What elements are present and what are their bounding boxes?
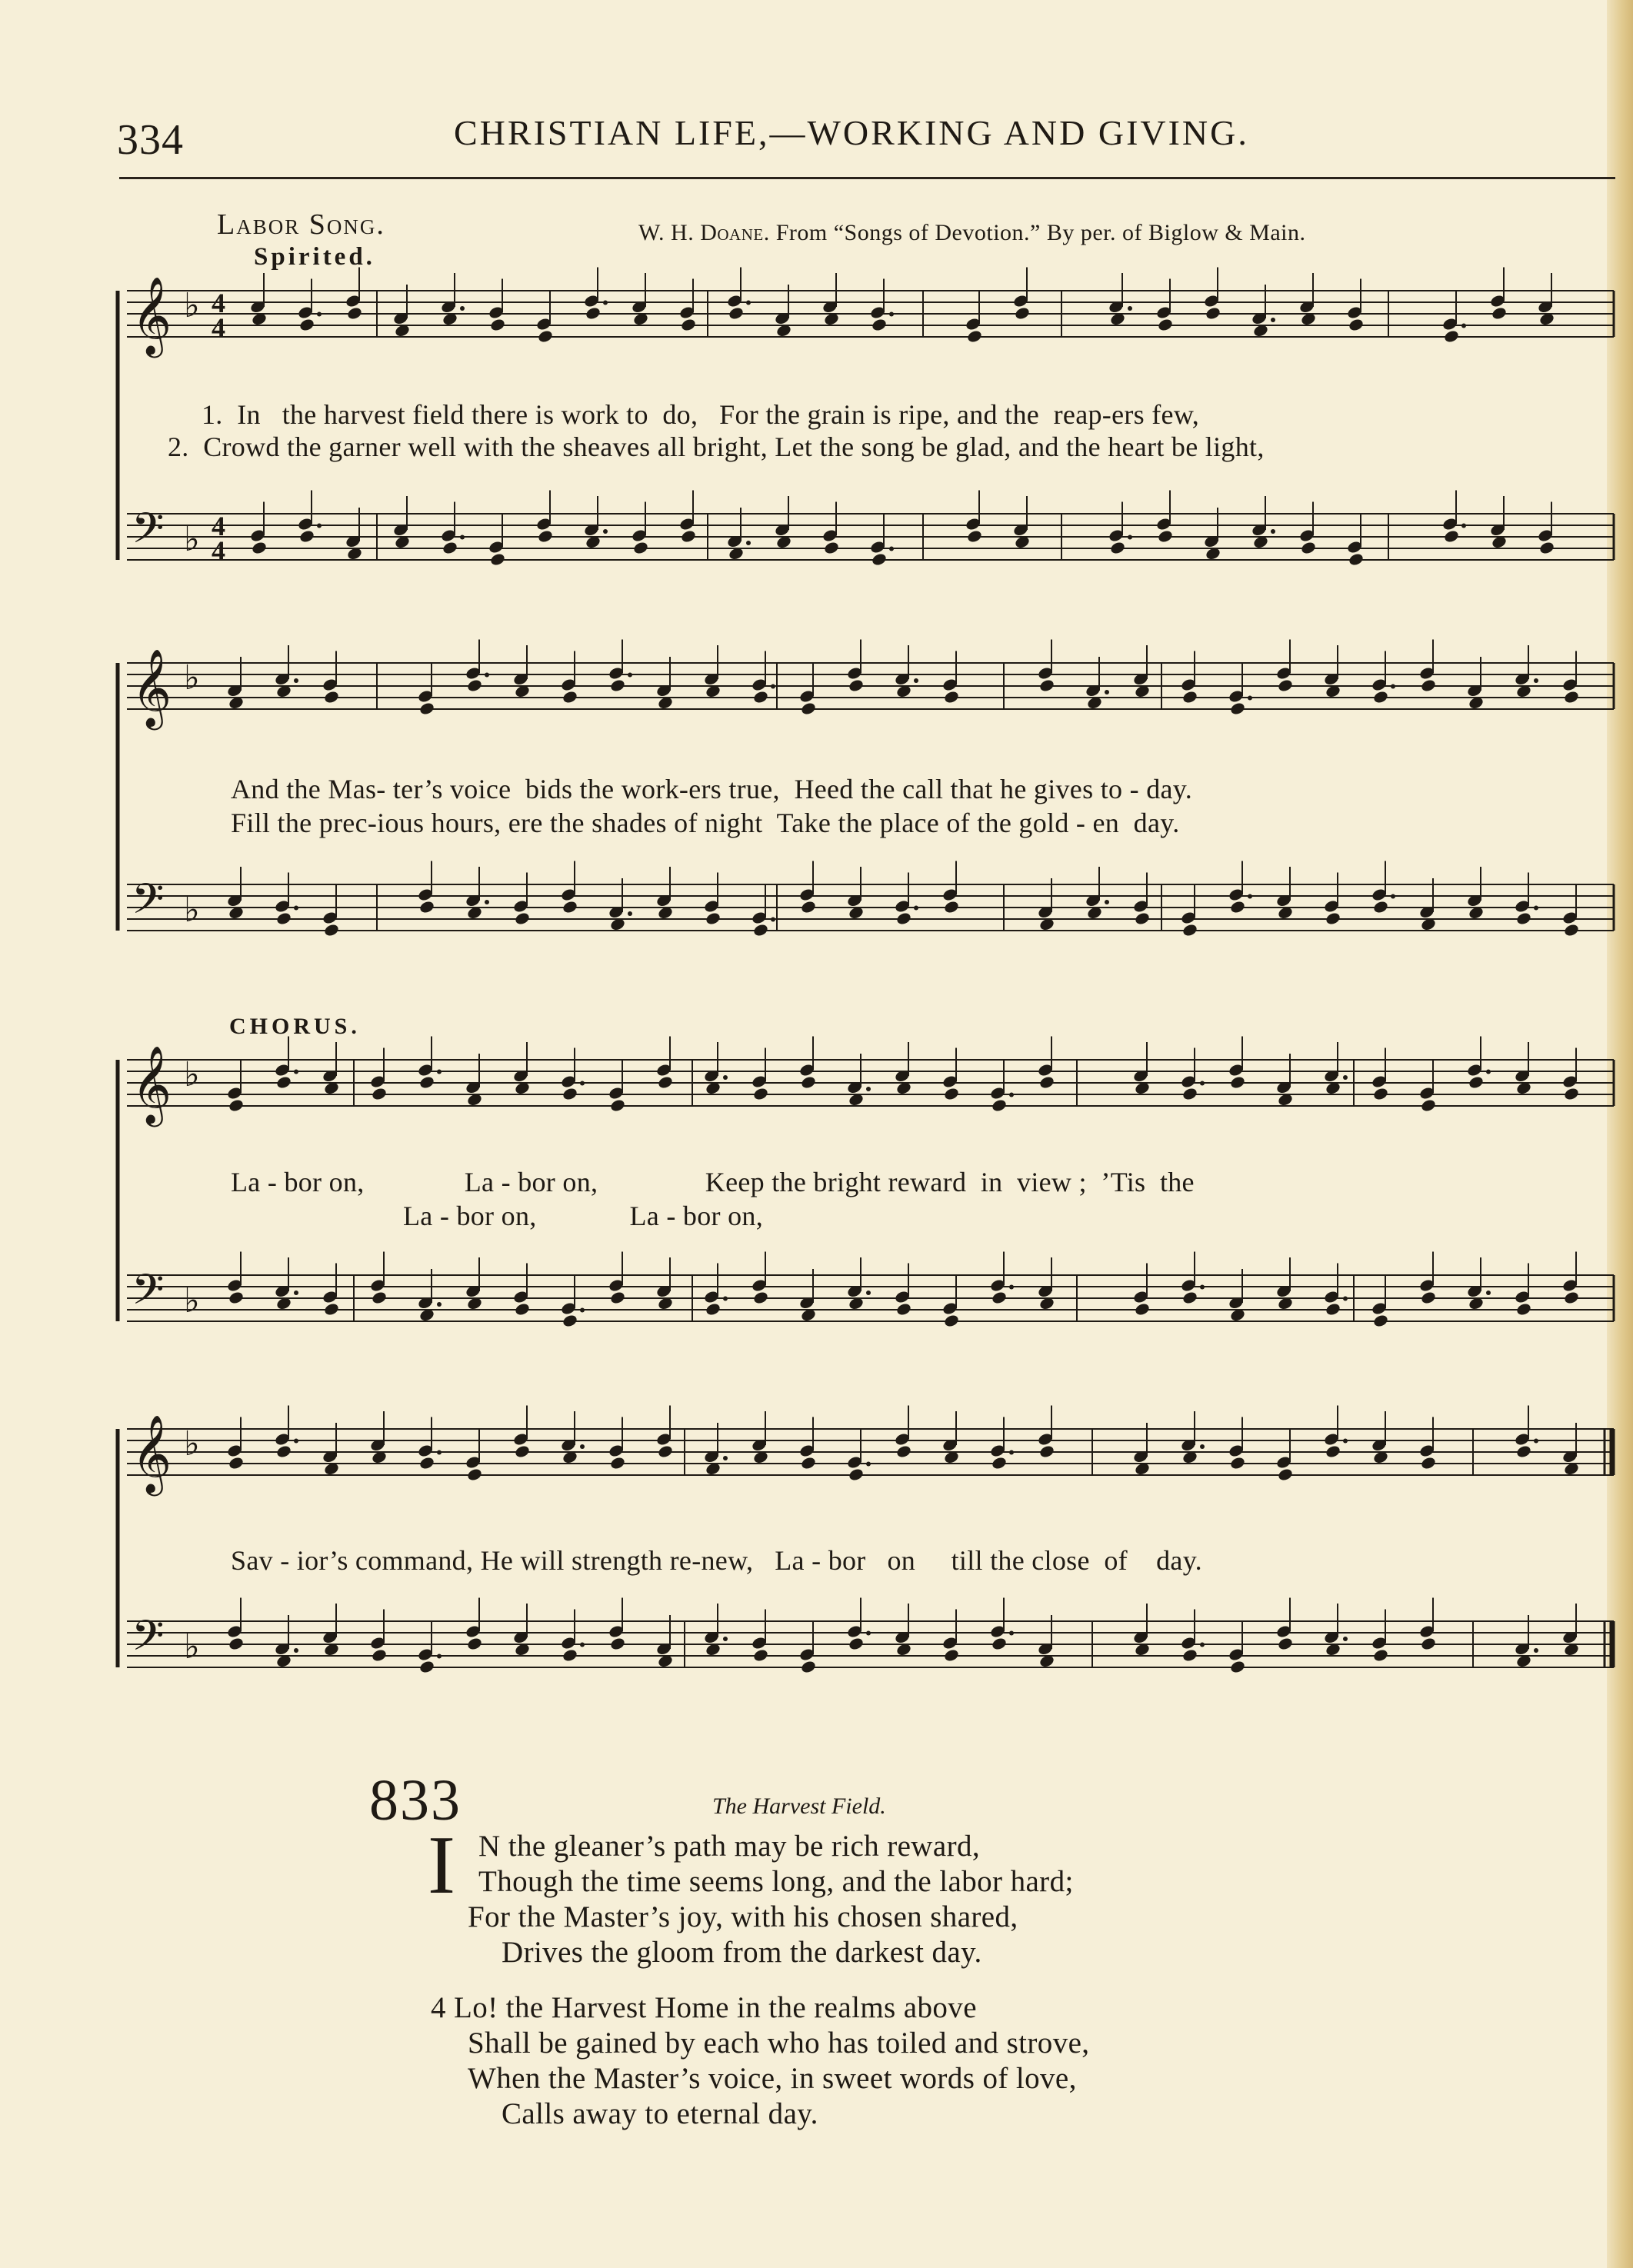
note-head	[1420, 678, 1437, 693]
lyric-line: La - bor on, La - bor on, Keep the bright reward in view ; ’Tis the	[231, 1167, 1195, 1197]
note-head	[1563, 1291, 1580, 1305]
note-head	[871, 318, 888, 332]
note-head	[1229, 1075, 1246, 1090]
note-head	[657, 1444, 674, 1459]
note-head	[680, 529, 697, 544]
note-head	[752, 1648, 769, 1663]
dot	[1248, 894, 1252, 899]
note-head	[943, 690, 960, 704]
note-head	[1038, 1444, 1055, 1459]
note-head	[562, 1314, 578, 1328]
note-head	[895, 911, 912, 926]
note-head	[609, 1456, 626, 1470]
note-head	[228, 1291, 245, 1305]
note-head	[609, 678, 626, 693]
note-head	[1277, 678, 1294, 693]
note-head	[871, 552, 888, 567]
note-head	[1325, 1302, 1341, 1317]
dot	[317, 524, 322, 528]
note-head	[323, 923, 340, 938]
note-head	[442, 541, 458, 555]
note-head	[1563, 923, 1580, 938]
note-head	[418, 1456, 435, 1470]
dot	[294, 906, 298, 911]
dot	[437, 1450, 442, 1455]
dot	[889, 312, 894, 317]
dot	[1534, 1648, 1538, 1653]
note-head	[1468, 1075, 1485, 1090]
dot	[771, 918, 775, 922]
dot	[1343, 1297, 1348, 1301]
note-head	[228, 1456, 245, 1470]
note-head	[371, 1087, 388, 1101]
verse-line: N the gleaner’s path may be rich reward,	[478, 1830, 981, 1863]
note-head	[1325, 1444, 1341, 1459]
flat-sign: ♭	[184, 520, 200, 559]
note-head	[1277, 1467, 1294, 1482]
note-head	[1229, 701, 1246, 716]
dot	[1009, 1450, 1014, 1455]
dot	[1391, 894, 1395, 899]
time-signature: 4	[212, 511, 225, 541]
note-head	[562, 900, 578, 914]
verse-line: Shall be gained by each who has toiled and strove,	[468, 2027, 1090, 2060]
note-head	[585, 306, 602, 321]
note-head	[537, 329, 554, 344]
bass-clef: 𝄢	[132, 504, 165, 563]
note-head	[371, 1648, 388, 1663]
dot	[1271, 529, 1275, 534]
flat-sign: ♭	[184, 286, 200, 325]
dot	[866, 1631, 871, 1636]
note-head	[1563, 690, 1580, 704]
note-head	[514, 1302, 531, 1317]
time-signature: 4	[212, 535, 225, 566]
note-head	[1372, 1648, 1389, 1663]
dot	[746, 301, 751, 305]
note-head	[1134, 911, 1151, 926]
flat-sign: ♭	[184, 658, 200, 698]
dot	[628, 673, 632, 678]
time-signature: 4	[212, 288, 225, 318]
note-head	[1563, 1087, 1580, 1101]
lyric-line: La - bor on, La - bor on,	[403, 1201, 763, 1231]
dot	[485, 900, 489, 904]
dot	[723, 1637, 728, 1641]
dot	[628, 911, 632, 916]
hymn-number: 833	[369, 1768, 462, 1833]
note-head	[609, 1637, 626, 1651]
dot	[294, 678, 298, 683]
note-head	[1538, 541, 1555, 555]
tempo-marking: Spirited.	[254, 243, 375, 271]
note-head	[537, 529, 554, 544]
dot	[1486, 1291, 1491, 1295]
dot	[1009, 1285, 1014, 1290]
dot	[866, 1462, 871, 1467]
lyric-line: 2. Crowd the garner well with the sheaves all bright, Let the song be glad, and the heart be light,	[168, 431, 1265, 462]
note-head	[466, 1637, 483, 1651]
dot	[1128, 535, 1132, 540]
note-head	[848, 678, 865, 693]
note-head	[275, 911, 292, 926]
note-head	[1229, 1660, 1246, 1674]
dot	[1200, 1285, 1205, 1290]
lyric-line: Sav - ior’s command, He will strength re-new, La - bor on till the close of day.	[231, 1545, 1202, 1576]
bass-clef: 𝄢	[132, 1265, 165, 1324]
note-head	[991, 1637, 1008, 1651]
note-head	[275, 1075, 292, 1090]
note-head	[800, 900, 817, 914]
note-head	[1372, 1314, 1389, 1328]
note-head	[1348, 318, 1365, 332]
note-head	[752, 1087, 769, 1101]
dot	[1009, 1093, 1014, 1097]
bass-clef: 𝄢	[132, 1611, 165, 1670]
dot	[771, 684, 775, 689]
note-head	[1325, 911, 1341, 926]
note-head	[562, 690, 578, 704]
note-head	[514, 911, 531, 926]
dot	[1461, 524, 1466, 528]
note-head	[1277, 1637, 1294, 1651]
hymn-title: The Harvest Field.	[712, 1793, 886, 1819]
flat-sign: ♭	[184, 1627, 200, 1667]
note-head	[895, 1302, 912, 1317]
note-head	[943, 900, 960, 914]
note-head	[752, 1291, 769, 1305]
dot	[1343, 1637, 1348, 1641]
page-number: 334	[117, 116, 184, 164]
note-head	[466, 1467, 483, 1482]
dot	[1534, 678, 1538, 683]
note-head	[991, 1291, 1008, 1305]
note-head	[1348, 552, 1365, 567]
dot	[1486, 1070, 1491, 1074]
dot	[914, 678, 918, 683]
dot	[294, 1648, 298, 1653]
note-head	[1229, 900, 1246, 914]
dot	[1534, 906, 1538, 911]
dot	[914, 906, 918, 911]
note-head	[1515, 1444, 1532, 1459]
dot	[1105, 900, 1109, 904]
note-head	[848, 1467, 865, 1482]
note-head	[466, 678, 483, 693]
note-head	[371, 1291, 388, 1305]
time-signature: 4	[212, 312, 225, 343]
note-head	[228, 1637, 245, 1651]
note-head	[848, 1637, 865, 1651]
note-head	[752, 923, 769, 938]
note-head	[1038, 678, 1055, 693]
note-head	[418, 1660, 435, 1674]
dot	[1271, 318, 1275, 322]
note-head	[895, 1444, 912, 1459]
note-head	[275, 1444, 292, 1459]
dot	[485, 673, 489, 678]
note-head	[1372, 1087, 1389, 1101]
dot	[460, 306, 465, 311]
note-head	[609, 1098, 626, 1113]
verse-line: Calls away to eternal day.	[502, 2097, 818, 2130]
song-title: Labor Song.	[217, 208, 385, 241]
lyric-line: And the Mas- ter’s voice bids the work-ers true, Heed the call that he gives to - day.	[231, 774, 1193, 804]
note-head	[514, 1444, 531, 1459]
dot	[1343, 1439, 1348, 1444]
note-head	[991, 1098, 1008, 1113]
dot	[580, 1308, 585, 1313]
dot	[460, 535, 465, 540]
dot	[746, 541, 751, 545]
flat-sign: ♭	[184, 1424, 200, 1464]
dot	[603, 301, 608, 305]
treble-clef: 𝄞	[132, 648, 172, 727]
note-head	[298, 318, 315, 332]
note-head	[943, 1648, 960, 1663]
note-head	[1420, 1456, 1437, 1470]
dot	[580, 1081, 585, 1086]
note-head	[1420, 1098, 1437, 1113]
source-note: From “Songs of Devotion.” By per. of Biglow & Main.	[775, 220, 1306, 245]
note-head	[1300, 541, 1317, 555]
dot	[1009, 1631, 1014, 1636]
verse-line: 4 Lo! the Harvest Home in the realms above	[431, 1991, 977, 2024]
note-head	[323, 690, 340, 704]
dot	[866, 1291, 871, 1295]
dot	[1248, 696, 1252, 701]
note-head	[1443, 329, 1460, 344]
drop-cap: I	[428, 1820, 455, 1911]
note-head	[800, 1075, 817, 1090]
dot	[866, 1087, 871, 1091]
note-head	[562, 1087, 578, 1101]
note-head	[1515, 1302, 1532, 1317]
running-head: CHRISTIAN LIFE,—WORKING AND GIVING.	[454, 113, 1249, 152]
dot	[1200, 1643, 1205, 1647]
dot	[603, 529, 608, 534]
dot	[437, 1070, 442, 1074]
verse-line: For the Master’s joy, with his chosen shared,	[468, 1900, 1018, 1933]
note-head	[323, 1302, 340, 1317]
note-head	[1515, 911, 1532, 926]
note-head	[657, 1075, 674, 1090]
note-head	[1181, 1291, 1198, 1305]
note-head	[562, 1648, 578, 1663]
note-head	[609, 1291, 626, 1305]
dot	[437, 1654, 442, 1659]
dot	[1343, 1075, 1348, 1080]
treble-clef: 𝄞	[132, 1414, 172, 1493]
note-head	[418, 900, 435, 914]
note-head	[1181, 1087, 1198, 1101]
note-head	[1157, 318, 1174, 332]
dot	[1105, 690, 1109, 694]
chorus-label: CHORUS.	[229, 1014, 361, 1039]
note-head	[1491, 306, 1508, 321]
note-head	[800, 1456, 817, 1470]
note-head	[1372, 900, 1389, 914]
note-head	[823, 541, 840, 555]
note-head	[1205, 306, 1221, 321]
dot	[1128, 306, 1132, 311]
note-head	[228, 1098, 245, 1113]
dot	[580, 1444, 585, 1449]
verse-line: Though the time seems long, and the labor hard;	[478, 1865, 1074, 1898]
note-head	[1181, 923, 1198, 938]
note-head	[1134, 1302, 1151, 1317]
flat-sign: ♭	[184, 1281, 200, 1321]
note-head	[1229, 1456, 1246, 1470]
dot	[294, 1291, 298, 1295]
note-head	[418, 701, 435, 716]
note-head	[943, 1314, 960, 1328]
verse-line: When the Master’s voice, in sweet words of love,	[468, 2062, 1077, 2095]
lyric-line: 1. In the harvest field there is work to do, For the grain is ripe, and the reap-ers few,	[202, 399, 1200, 430]
dot	[317, 312, 322, 317]
note-head	[346, 306, 363, 321]
note-head	[1181, 1648, 1198, 1663]
dot	[1200, 1444, 1205, 1449]
note-head	[632, 541, 649, 555]
dot	[723, 1075, 728, 1080]
dot	[889, 547, 894, 551]
note-head	[1181, 690, 1198, 704]
dot	[723, 1456, 728, 1460]
note-head	[705, 1302, 722, 1317]
note-head	[800, 701, 817, 716]
note-head	[943, 1087, 960, 1101]
dot	[1461, 324, 1466, 328]
note-head	[991, 1456, 1008, 1470]
treble-clef: 𝄞	[132, 1044, 172, 1124]
note-head	[1443, 529, 1460, 544]
verse-line: Drives the gloom from the darkest day.	[502, 1936, 982, 1969]
composer-name: W. H. Doane.	[638, 220, 770, 245]
note-head	[489, 318, 506, 332]
note-head	[728, 306, 745, 321]
note-head	[1014, 306, 1031, 321]
note-head	[489, 552, 506, 567]
bass-clef: 𝄢	[132, 874, 165, 934]
lyric-line: Fill the prec-ious hours, ere the shades of night Take the place of the gold - en day.	[231, 808, 1180, 838]
dot	[1534, 1439, 1538, 1444]
note-head	[1420, 1291, 1437, 1305]
dot	[1200, 1081, 1205, 1086]
dot	[1391, 684, 1395, 689]
note-head	[705, 911, 722, 926]
note-head	[966, 529, 983, 544]
note-head	[1157, 529, 1174, 544]
note-head	[1038, 1075, 1055, 1090]
note-head	[1372, 690, 1389, 704]
dot	[580, 1643, 585, 1647]
note-head	[418, 1075, 435, 1090]
note-head	[752, 690, 769, 704]
dot	[723, 1297, 728, 1301]
note-head	[800, 1660, 817, 1674]
flat-sign: ♭	[184, 1055, 200, 1094]
treble-clef: 𝄞	[132, 275, 172, 355]
dot	[294, 1070, 298, 1074]
note-head	[1420, 1637, 1437, 1651]
note-head	[298, 529, 315, 544]
note-head	[1109, 541, 1126, 555]
flat-sign: ♭	[184, 891, 200, 930]
note-head	[966, 329, 983, 344]
dot	[294, 1439, 298, 1444]
note-head	[680, 318, 697, 332]
note-head	[251, 541, 268, 555]
dot	[437, 1302, 442, 1307]
